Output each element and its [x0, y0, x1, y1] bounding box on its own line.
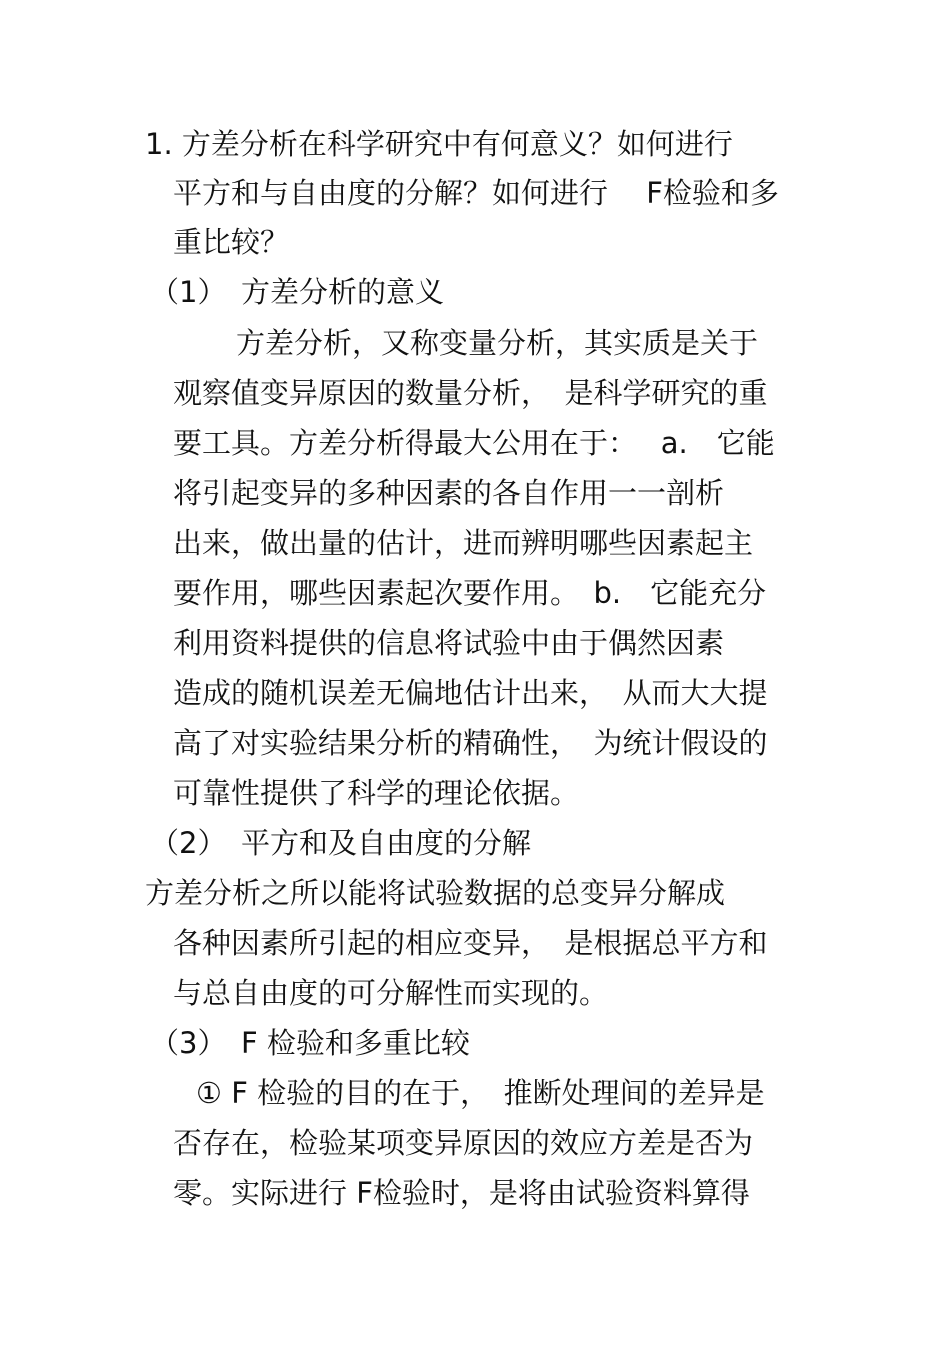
question-title-line-2: 平方和与自由度的分解？如何进行 F检验和多	[173, 176, 779, 210]
paragraph-1-line-1: 方差分析，又称变量分析，其实质是关于	[236, 326, 759, 360]
paragraph-1-line-6: 要作用，哪些因素起次要作用。 b. 它能充分	[173, 576, 767, 610]
question-title-line-1: 1. 方差分析在科学研究中有何意义？如何进行	[145, 127, 733, 161]
section-heading-3: （3） F 检验和多重比较	[150, 1026, 470, 1060]
paragraph-1-line-10: 可靠性提供了科学的理论依据。	[173, 776, 580, 810]
paragraph-2-line-3: 与总自由度的可分解性而实现的。	[173, 976, 609, 1010]
paragraph-1-line-5: 出来，做出量的估计，进而辨明哪些因素起主	[173, 526, 754, 560]
question-title-line-3: 重比较？	[173, 225, 290, 259]
paragraph-3-line-3: 零。实际进行 F检验时，是将由试验资料算得	[173, 1176, 750, 1210]
section-heading-1: （1） 方差分析的意义	[150, 275, 444, 309]
paragraph-1-line-3: 要工具。方差分析得最大公用在于： a. 它能	[173, 426, 775, 460]
paragraph-3-line-2: 否存在，检验某项变异原因的效应方差是否为	[173, 1126, 754, 1160]
paragraph-1-line-8: 造成的随机误差无偏地估计出来， 从而大大提	[173, 676, 768, 710]
paragraph-1-line-2: 观察值变异原因的数量分析， 是科学研究的重	[173, 376, 768, 410]
section-heading-2: （2） 平方和及自由度的分解	[150, 826, 531, 860]
paragraph-1-line-4: 将引起变异的多种因素的各自作用一一剖析	[173, 476, 725, 510]
paragraph-1-line-9: 高了对实验结果分析的精确性， 为统计假设的	[173, 726, 768, 760]
paragraph-2-line-2: 各种因素所引起的相应变异， 是根据总平方和	[173, 926, 768, 960]
paragraph-2-line-1: 方差分析之所以能将试验数据的总变异分解成	[145, 876, 726, 910]
paragraph-3-line-1: ① F 检验的目的在于， 推断处理间的差异是	[196, 1076, 765, 1110]
paragraph-1-line-7: 利用资料提供的信息将试验中由于偶然因素	[173, 626, 725, 660]
